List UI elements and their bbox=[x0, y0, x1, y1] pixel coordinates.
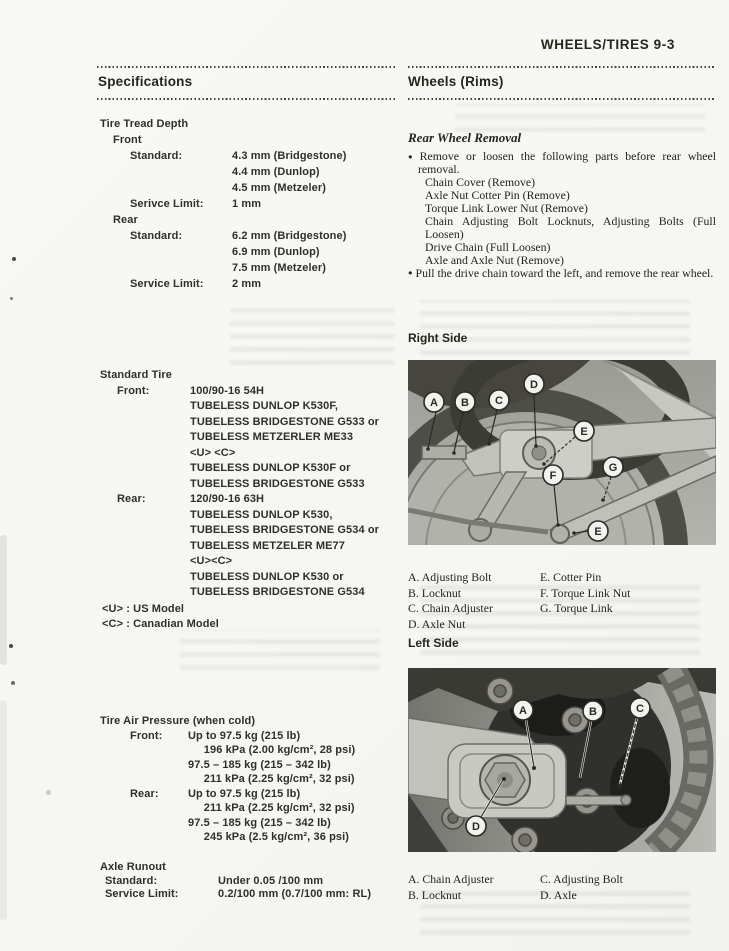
model-notes bbox=[102, 602, 398, 633]
front-label: Front bbox=[113, 134, 142, 146]
spec-value: TUBELESS DUNLOP K530F, bbox=[190, 400, 339, 412]
page-title: WHEELS/TIRES 9-3 bbox=[540, 37, 675, 52]
divider-dotted bbox=[97, 98, 395, 100]
spec-value: 4.5 mm (Metzeler) bbox=[232, 182, 327, 194]
scan-edge-wear bbox=[0, 535, 7, 665]
legend-entry: G. Torque Link bbox=[540, 601, 613, 615]
removal-part: Drive Chain (Full Loosen) bbox=[425, 239, 551, 254]
rear-wheel-removal-title: Rear Wheel Removal bbox=[408, 130, 522, 145]
section-title-specifications: Specifications bbox=[98, 74, 193, 89]
removal-part: Torque Link Lower Nut (Remove) bbox=[425, 201, 588, 216]
standard-label: Standard: bbox=[130, 150, 183, 162]
spec-value: TUBELESS DUNLOP K530, bbox=[190, 508, 333, 521]
legend-entry: A. Chain Adjuster bbox=[408, 872, 494, 886]
front-pressure-values bbox=[188, 729, 408, 787]
tire-air-pressure-section bbox=[98, 714, 408, 845]
removal-part: Chain Adjusting Bolt Locknuts, Adjusting Bolts (Full Loosen) bbox=[425, 214, 716, 241]
spec-value: 4.3 mm (Bridgestone) bbox=[232, 150, 347, 162]
callout-letter: C bbox=[495, 395, 503, 407]
left-side-legend-col1 bbox=[408, 872, 540, 903]
front-label: Front: bbox=[130, 729, 163, 742]
front-standard-values bbox=[232, 148, 398, 196]
front-label: Front: bbox=[117, 384, 150, 397]
bleed-through bbox=[455, 104, 705, 132]
spec-value: Up to 97.5 kg (215 lb) bbox=[188, 729, 301, 742]
spec-value: Up to 97.5 kg (215 lb) bbox=[188, 787, 301, 800]
callout-letter: A bbox=[430, 397, 438, 409]
left-side-legend bbox=[408, 872, 716, 903]
section-title-wheels-rims: Wheels (Rims) bbox=[408, 74, 504, 89]
removal-step-2: ● Pull the drive chain toward the left, and remove the rear wheel. bbox=[408, 267, 716, 280]
spec-value: 6.9 mm (Dunlop) bbox=[232, 246, 320, 258]
standard-tire-section bbox=[98, 368, 398, 633]
right-side-photo-illustration bbox=[408, 360, 716, 545]
spec-value: <U><C> bbox=[190, 555, 233, 567]
right-side-legend-col2 bbox=[540, 570, 630, 632]
rear-pressure-values bbox=[188, 787, 408, 845]
right-side-legend-col1 bbox=[408, 570, 540, 632]
legend-entry: B. Locknut bbox=[408, 887, 462, 902]
spec-value: TUBELESS DUNLOP K530 or bbox=[190, 570, 344, 583]
scan-speck bbox=[9, 644, 13, 648]
divider-dotted bbox=[97, 66, 395, 68]
callout-letter: B bbox=[461, 397, 469, 409]
spec-value: TUBELESS BRIDGESTONE G533 bbox=[190, 477, 365, 490]
callout-letter: C bbox=[636, 703, 644, 715]
spec-value: 120/90-16 63H bbox=[190, 493, 265, 505]
scan-speck bbox=[10, 297, 13, 300]
left-side-legend-col2 bbox=[540, 872, 623, 903]
spec-value: 4.4 mm (Dunlop) bbox=[232, 166, 320, 178]
spec-value: TUBELESS DUNLOP K530F or bbox=[190, 462, 351, 474]
spec-value: 7.5 mm (Metzeler) bbox=[232, 262, 327, 274]
tire-air-pressure-title: Tire Air Pressure (when cold) bbox=[100, 715, 256, 727]
spec-value: 211 kPa (2.25 kg/cm², 32 psi) bbox=[188, 773, 355, 785]
spec-value: 196 kPa (2.00 kg/cm², 28 psi) bbox=[188, 744, 356, 756]
spec-value: <U> <C> bbox=[190, 446, 236, 459]
legend-entry: C. Chain Adjuster bbox=[408, 601, 493, 615]
rear-service-limit-value: 2 mm bbox=[232, 278, 262, 290]
model-note: <U> : US Model bbox=[102, 602, 185, 615]
bleed-through bbox=[230, 300, 395, 365]
spec-value: 97.5 – 185 kg (215 – 342 lb) bbox=[188, 816, 331, 829]
legend-entry: D. Axle bbox=[540, 887, 577, 902]
removal-part: Chain Cover (Remove) bbox=[425, 175, 536, 190]
standard-label: Standard: bbox=[105, 874, 158, 887]
right-side-photo bbox=[408, 360, 716, 545]
axle-runout-service-limit-value: 0.2/100 mm (0.7/100 mm: RL) bbox=[218, 888, 372, 900]
spec-value: TUBELESS METZERLER ME33 bbox=[190, 431, 354, 443]
service-limit-label: Service Limit: bbox=[130, 278, 204, 290]
legend-entry: F. Torque Link Nut bbox=[540, 585, 631, 600]
legend-entry: A. Adjusting Bolt bbox=[408, 570, 492, 584]
scan-speck bbox=[12, 257, 16, 261]
spec-value: 100/90-16 54H bbox=[190, 384, 265, 397]
divider-dotted bbox=[408, 98, 714, 100]
removal-step-1: ● Remove or loosen the following parts before rear wheel removal. bbox=[408, 150, 716, 176]
callout-letter: A bbox=[519, 705, 527, 717]
axle-runout-section bbox=[98, 861, 408, 902]
spec-value: 245 kPa (2.5 kg/cm², 36 psi) bbox=[188, 831, 350, 843]
spec-value: 97.5 – 185 kg (215 – 342 lb) bbox=[188, 758, 331, 771]
removal-part: Axle and Axle Nut (Remove) bbox=[425, 252, 564, 267]
divider-dotted bbox=[408, 66, 714, 68]
scan-speck bbox=[46, 790, 51, 795]
callout-letter: E bbox=[580, 426, 588, 438]
removal-part: Axle Nut Cotter Pin (Remove) bbox=[425, 188, 570, 203]
bleed-through bbox=[180, 630, 380, 670]
legend-entry: D. Axle Nut bbox=[408, 616, 466, 631]
tire-tread-depth-title: Tire Tread Depth bbox=[100, 118, 189, 130]
front-tire-values bbox=[190, 384, 398, 493]
bleed-through bbox=[420, 300, 690, 355]
spec-value: TUBELESS METZELER ME77 bbox=[190, 539, 345, 552]
rear-standard-values bbox=[232, 228, 398, 276]
callout-letter: D bbox=[530, 379, 538, 391]
spec-value: TUBELESS BRIDGESTONE G534 or bbox=[190, 524, 380, 536]
callout-letter: B bbox=[589, 706, 597, 718]
scan-edge-wear bbox=[0, 700, 7, 920]
service-limit-label: Serivce Limit: bbox=[130, 198, 204, 210]
spec-value: TUBELESS BRIDGESTONE G534 bbox=[190, 586, 365, 598]
scan-speck bbox=[11, 681, 15, 685]
axle-runout-standard-value: Under 0.05 /100 mm bbox=[218, 874, 324, 887]
spec-value: TUBELESS BRIDGESTONE G533 or bbox=[190, 415, 380, 428]
spec-value: 6.2 mm (Bridgestone) bbox=[232, 230, 347, 242]
legend-entry: C. Adjusting Bolt bbox=[540, 872, 623, 886]
front-service-limit-value: 1 mm bbox=[232, 198, 262, 210]
callout-letter: G bbox=[608, 462, 618, 474]
callout-letter: E bbox=[594, 526, 602, 538]
service-limit-label: Service Limit: bbox=[105, 888, 179, 900]
rear-label: Rear: bbox=[117, 493, 146, 505]
callout-letter: D bbox=[472, 821, 480, 833]
standard-label: Standard: bbox=[130, 230, 183, 242]
callout-letter: F bbox=[549, 470, 557, 482]
legend-entry: B. Locknut bbox=[408, 585, 462, 600]
removal-parts-list bbox=[425, 176, 716, 266]
right-side-figure-title: Right Side bbox=[408, 331, 468, 345]
rear-tire-values bbox=[190, 492, 398, 601]
right-side-legend bbox=[408, 570, 716, 632]
rear-wheel-removal-section bbox=[408, 130, 716, 280]
spec-value: 211 kPa (2.25 kg/cm², 32 psi) bbox=[188, 802, 355, 814]
standard-tire-title: Standard Tire bbox=[100, 369, 173, 381]
left-side-photo bbox=[408, 668, 716, 852]
model-note: <C> : Canadian Model bbox=[102, 618, 219, 630]
tire-tread-depth-section bbox=[98, 116, 398, 292]
rear-label: Rear: bbox=[130, 787, 159, 800]
rear-label: Rear bbox=[113, 214, 138, 226]
legend-entry: E. Cotter Pin bbox=[540, 570, 602, 584]
left-side-figure-title: Left Side bbox=[408, 636, 459, 650]
axle-runout-title: Axle Runout bbox=[100, 861, 166, 873]
left-side-photo-illustration bbox=[408, 668, 716, 852]
